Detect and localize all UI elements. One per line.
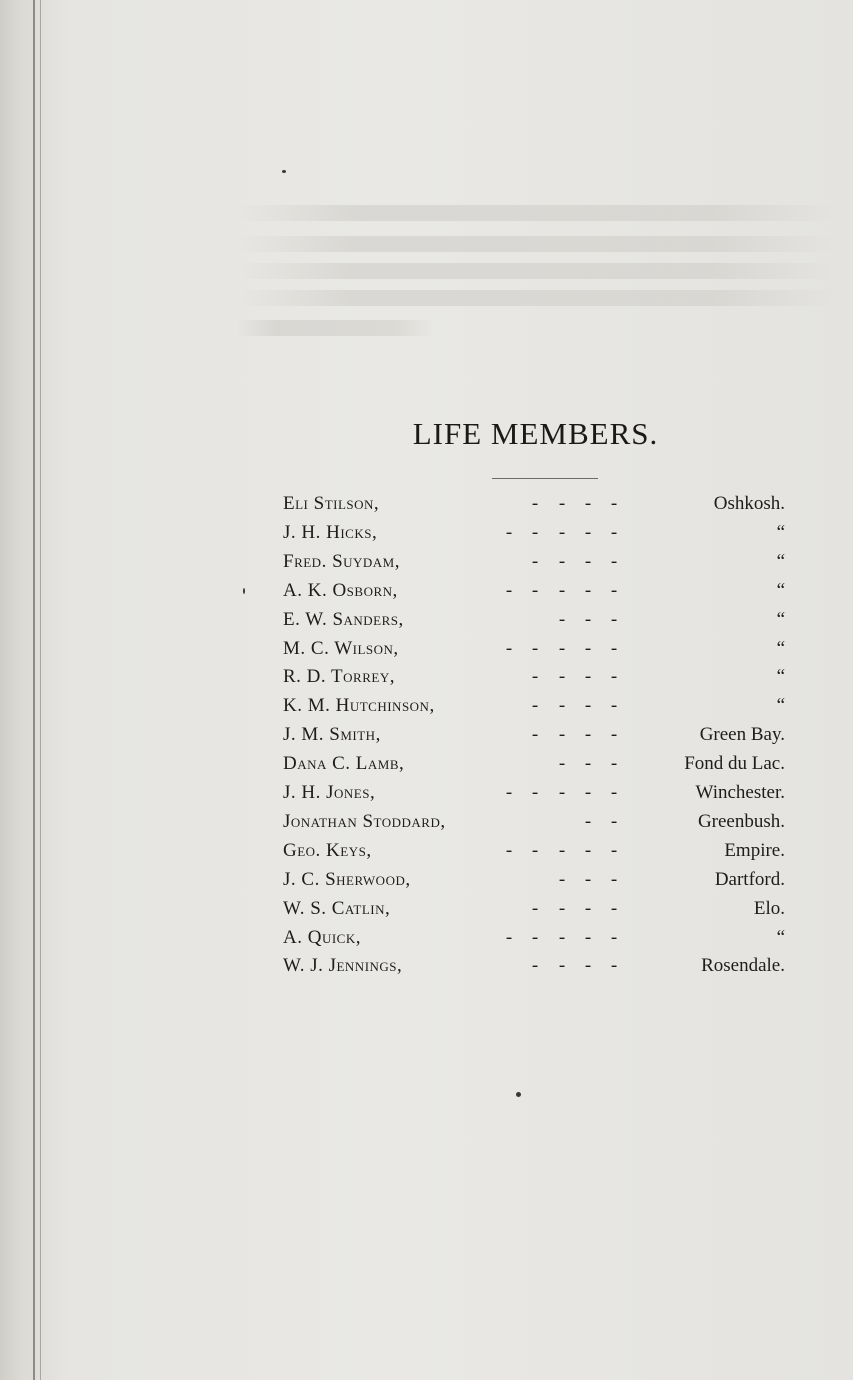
leader-dash: - [505,926,513,948]
leader-dash: - [584,839,592,861]
member-name: Fred. Suydam, [283,550,400,572]
leader-dash: - [531,839,539,861]
leader-dash: - [558,868,566,890]
leader-dash: - [558,839,566,861]
leader-dash: - [584,493,592,514]
member-row [283,547,785,576]
member-place: “ [776,550,785,572]
leader-dash: - [505,637,513,659]
member-row [283,836,785,865]
member-row [283,576,785,605]
show-through [235,290,835,306]
member-place: “ [776,579,785,601]
member-name: Geo. Keys, [283,839,372,861]
member-place: “ [776,666,785,688]
leader-dash: - [505,579,513,601]
member-place: “ [776,695,785,717]
member-name: J. H. Jones, [283,782,376,803]
member-place: Greenbush. [697,810,785,832]
leader-dash: - [531,724,539,746]
member-place: “ [776,521,785,543]
leader-dash: - [584,868,592,890]
leader-dash: - [531,897,539,919]
member-row [283,720,785,749]
leader-dash: - [558,955,566,977]
leader-dash: - [505,521,513,543]
show-through [235,236,835,252]
leader-dash: - [610,926,618,948]
leader-dash: - [558,521,566,543]
member-place: Dartford. [714,868,785,890]
leader-dash: - [584,637,592,659]
member-name: R. D. Torrey, [283,666,395,688]
leader-dash: - [584,521,592,543]
leader-dash: - [558,695,566,717]
leader-dash: - [505,839,513,861]
leader-dash: - [610,493,618,514]
leader-dash: - [584,695,592,717]
ink-speck [282,170,286,173]
leader-dash: - [531,782,539,803]
leader-dash: - [584,724,592,746]
member-place: Empire. [724,839,785,861]
leader-dash: - [558,493,566,514]
leader-dash: - [505,782,513,803]
member-row [283,865,785,894]
leader-dash: - [558,579,566,601]
title-rule [492,478,598,479]
ink-speck [516,1092,521,1097]
leader-dash: - [584,955,592,977]
leader-dash: - [610,955,618,977]
member-row [283,691,785,720]
member-name: J. M. Smith, [283,724,381,746]
leader-dash: - [610,782,618,803]
member-place: “ [776,608,785,630]
member-name: K. M. Hutchinson, [283,695,435,717]
leader-dash: - [610,521,618,543]
leader-dash: - [610,637,618,659]
leader-dash: - [584,782,592,803]
leader-dash: - [558,897,566,919]
leader-dash: - [610,695,618,717]
member-place: “ [776,926,785,948]
member-place: Winchester. [695,782,785,803]
leader-dash: - [610,550,618,572]
member-name: M. C. Wilson, [283,637,399,659]
show-through [235,263,835,279]
leader-dash: - [610,608,618,630]
leader-dash: - [584,550,592,572]
leader-dash: - [531,493,539,514]
leader-dash: - [558,666,566,688]
leader-dash: - [558,926,566,948]
leader-dash: - [558,724,566,746]
member-name: J. C. Sherwood, [283,868,411,890]
member-row [283,662,785,691]
leader-dash: - [610,897,618,919]
member-row [283,894,785,923]
leader-dash: - [531,695,539,717]
member-name: E. W. Sanders, [283,608,404,630]
binding-edge [33,0,35,1380]
leader-dash: - [531,926,539,948]
leader-dash: - [531,550,539,572]
member-row [283,778,785,807]
member-place: Oshkosh. [713,493,785,514]
leader-dash: - [558,637,566,659]
member-row [283,518,785,547]
show-through [235,320,435,336]
leader-dash: - [531,666,539,688]
ink-speck [243,588,245,594]
member-place: Rosendale. [701,955,785,977]
leader-dash: - [610,868,618,890]
leader-dash: - [531,521,539,543]
member-name: Jonathan Stoddard, [283,810,446,832]
leader-dash: - [610,579,618,601]
leader-dash: - [584,753,592,775]
leader-dash: - [610,724,618,746]
leader-dash: - [584,926,592,948]
member-row [283,605,785,634]
member-row [283,807,785,836]
page-title: LIFE MEMBERS. [412,416,659,451]
member-row [283,923,785,952]
leader-dash: - [584,666,592,688]
leader-dash: - [584,897,592,919]
leader-dash: - [558,550,566,572]
member-place: Elo. [753,897,785,919]
leader-dash: - [531,955,539,977]
leader-dash: - [610,753,618,775]
leader-dash: - [558,782,566,803]
member-row [283,489,785,518]
leader-dash: - [584,608,592,630]
member-row [283,951,785,980]
leader-dash: - [558,753,566,775]
leader-dash: - [584,579,592,601]
member-name: A. Quick, [283,926,361,948]
member-name: W. S. Catlin, [283,897,391,919]
member-place: Green Bay. [699,724,785,746]
leader-dash: - [584,810,592,832]
leader-dash: - [558,608,566,630]
member-row [283,634,785,663]
binding-edge-inner [40,0,41,1380]
leader-dash: - [531,579,539,601]
member-row [283,749,785,778]
member-name: W. J. Jennings, [283,955,403,977]
member-place: “ [776,637,785,659]
member-name: A. K. Osborn, [283,579,398,601]
leader-dash: - [531,637,539,659]
leader-dash: - [610,810,618,832]
member-name: Eli Stilson, [283,493,380,514]
show-through [235,205,835,221]
leader-dash: - [610,839,618,861]
leader-dash: - [610,666,618,688]
member-name: Dana C. Lamb, [283,753,405,775]
member-name: J. H. Hicks, [283,521,378,543]
member-place: Fond du Lac. [684,753,785,775]
